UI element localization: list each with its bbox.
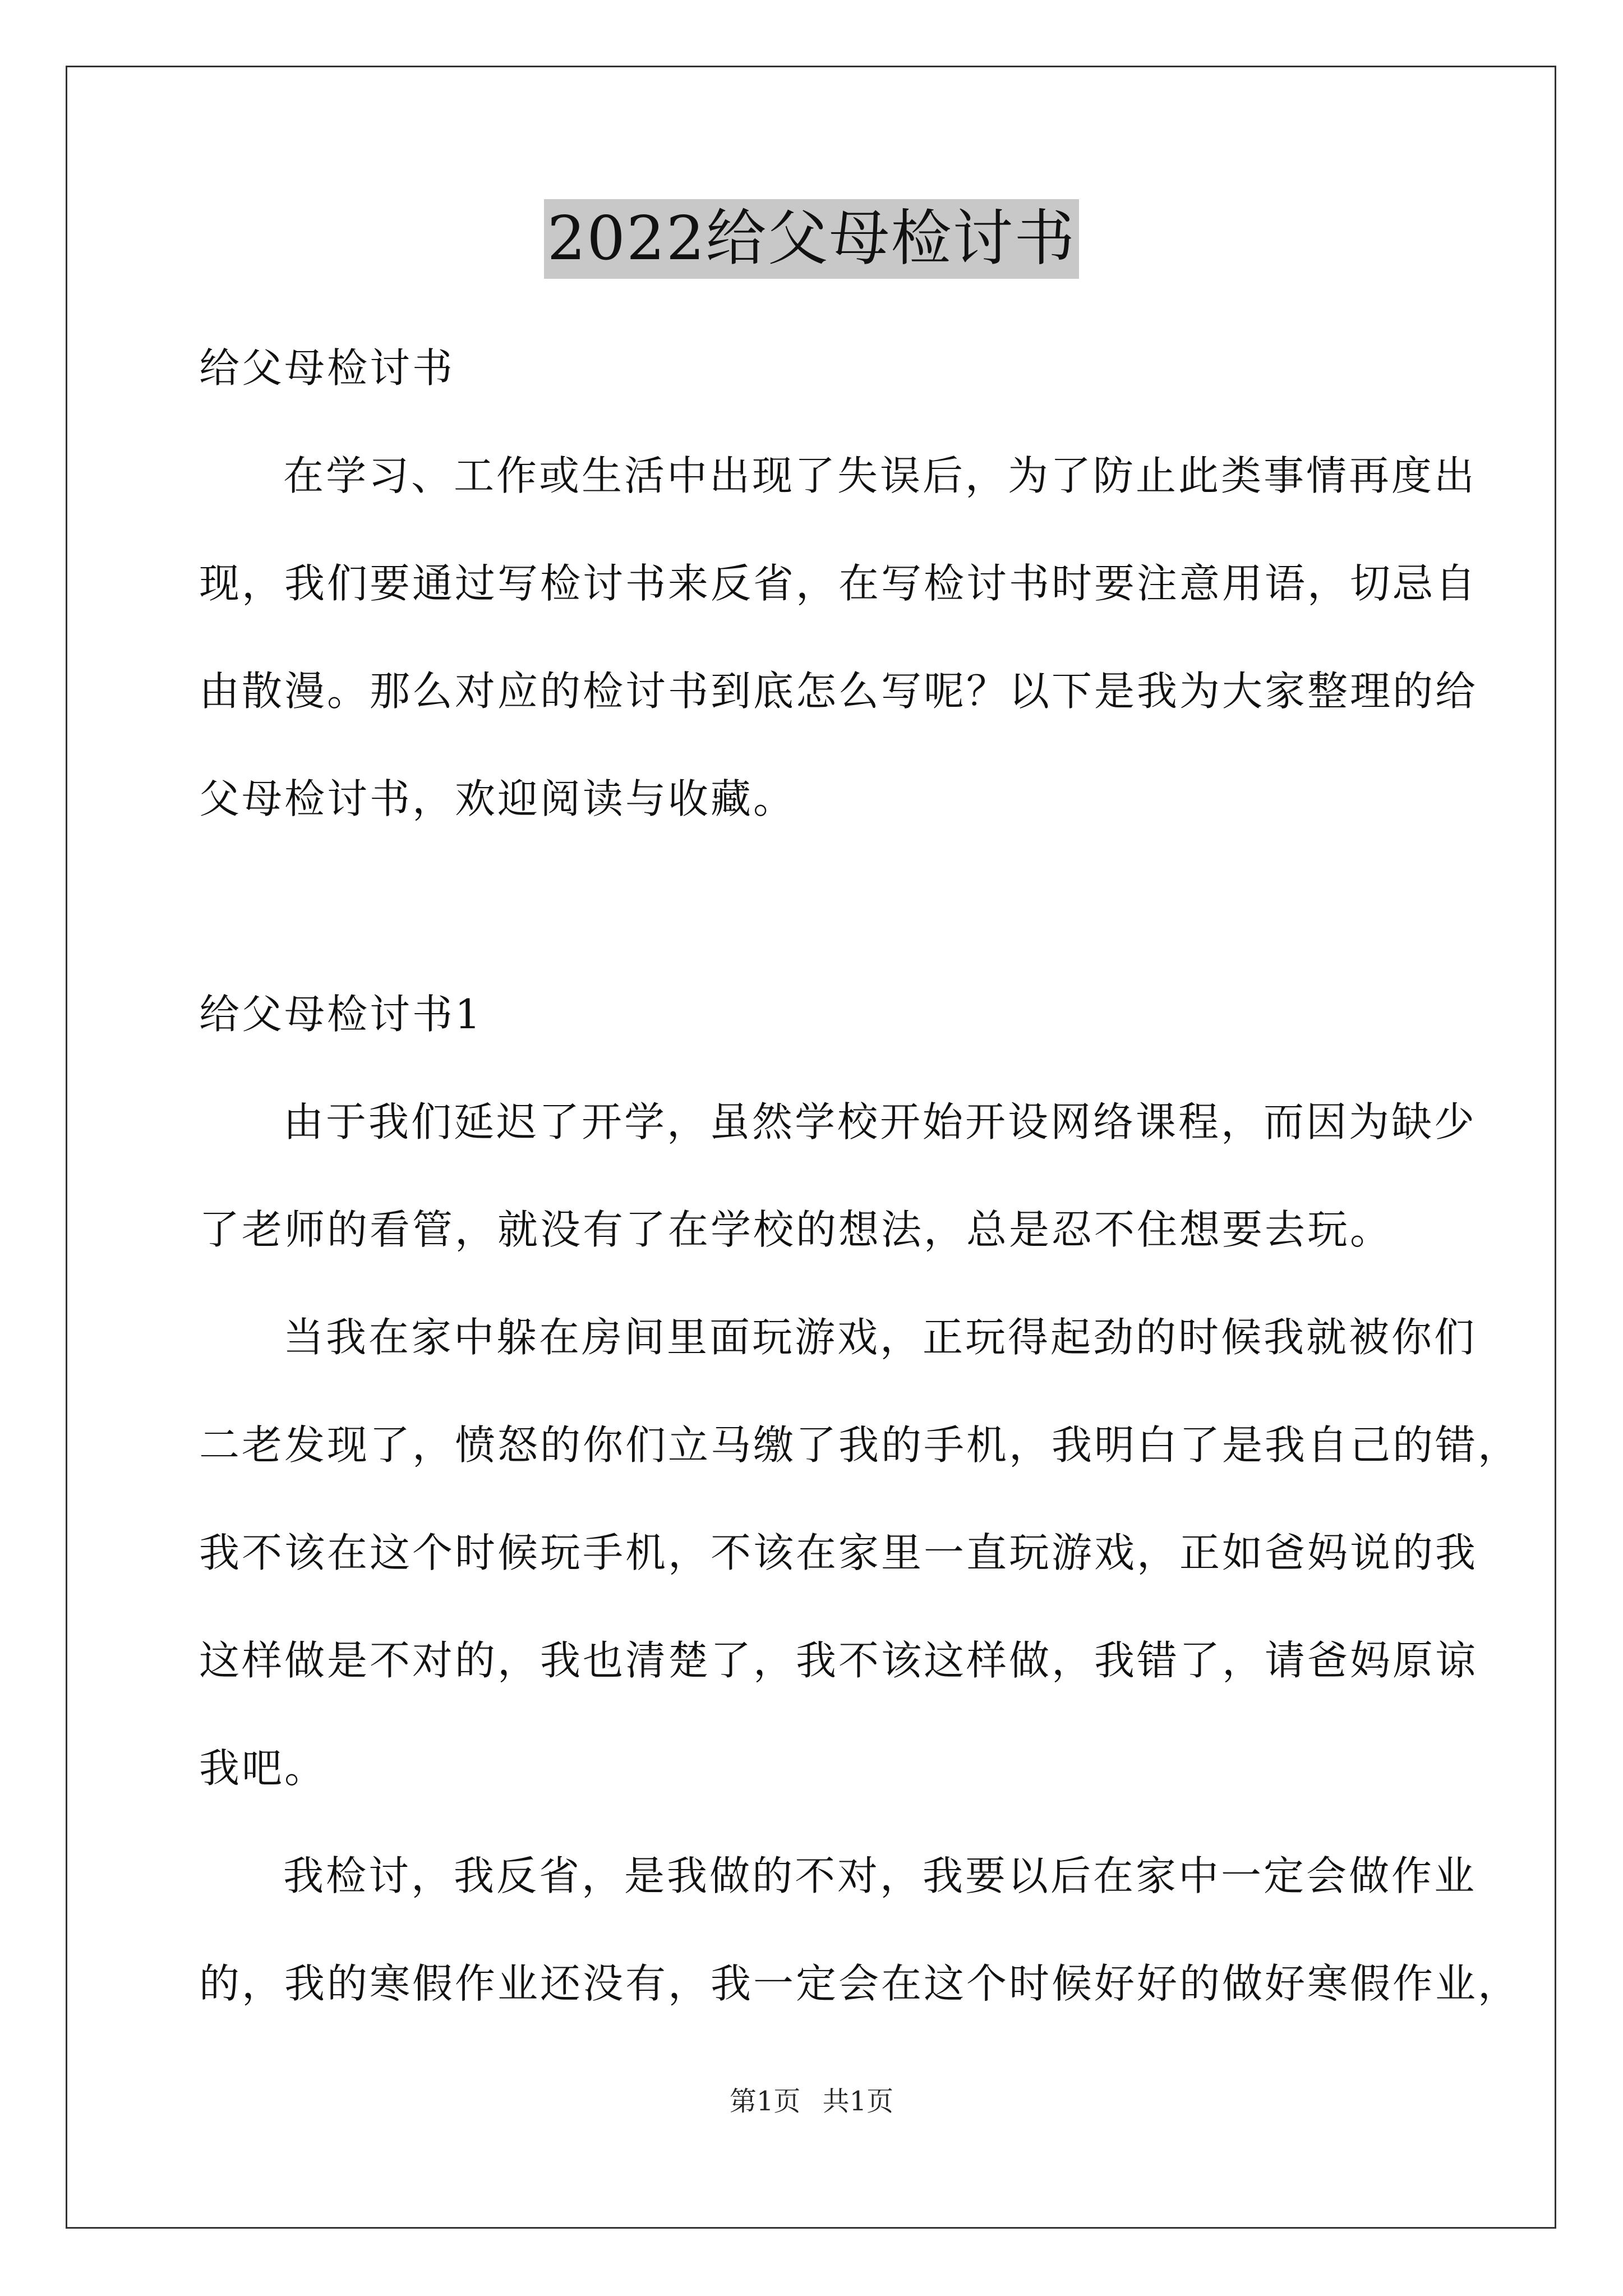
paragraph-1 (199, 1068, 1477, 1283)
paragraph-line: 我检讨，我反省，是我做的不对，我要以后在家中一定会做作业 (283, 1852, 1477, 1899)
paragraph-line: 由于我们延迟了开学，虽然学校开始开设网络课程，而因为缺少 (283, 1098, 1477, 1145)
paragraph-3 (199, 1822, 1521, 2037)
page-number-total: 共1页 (822, 2086, 894, 2117)
title-container (0, 199, 1623, 279)
paragraph-line: 父母检讨书，欢迎阅读与收藏。 (199, 775, 796, 822)
paragraph-line: 在学习、工作或生活中出现了失误后，为了防止此类事情再度出 (283, 452, 1477, 499)
paragraph-line: 现，我们要通过写检讨书来反省，在写检讨书时要注意用语，切忌自 (199, 560, 1478, 607)
paragraph-line: 当我在家中躲在房间里面玩游戏，正玩得起劲的时候我就被你们 (283, 1314, 1477, 1361)
document-heading: 给父母检讨书 (199, 344, 455, 392)
paragraph-2 (199, 1283, 1521, 1822)
section-heading: 给父母检讨书1 (199, 991, 483, 1038)
blank-line (199, 853, 1433, 960)
paragraph-line: 我吧。 (199, 1745, 328, 1792)
intro-paragraph (199, 422, 1478, 853)
paragraph-line: 了老师的看管，就没有了在学校的想法，总是忍不住想要去玩。 (199, 1206, 1393, 1253)
paragraph-line: 的，我的寒假作业还没有，我一定会在这个时候好好的做好寒假作业， (199, 1960, 1521, 2007)
document-title: 2022给父母检讨书 (544, 199, 1080, 279)
paragraph-line: 二老发现了，愤怒的你们立马缴了我的手机，我明白了是我自己的错， (199, 1421, 1521, 1469)
page-number-current: 第1页 (729, 2086, 801, 2117)
paragraph-line: 这样做是不对的，我也清楚了，我不该这样做，我错了，请爸妈原谅 (199, 1637, 1478, 1684)
paragraph-line: 我不该在这个时候玩手机，不该在家里一直玩游戏，正如爸妈说的我 (199, 1529, 1478, 1576)
paragraph-line: 由散漫。那么对应的检讨书到底怎么写呢？以下是我为大家整理的给 (199, 668, 1478, 715)
document-body (199, 314, 1521, 2037)
page-footer (0, 2085, 1623, 2118)
